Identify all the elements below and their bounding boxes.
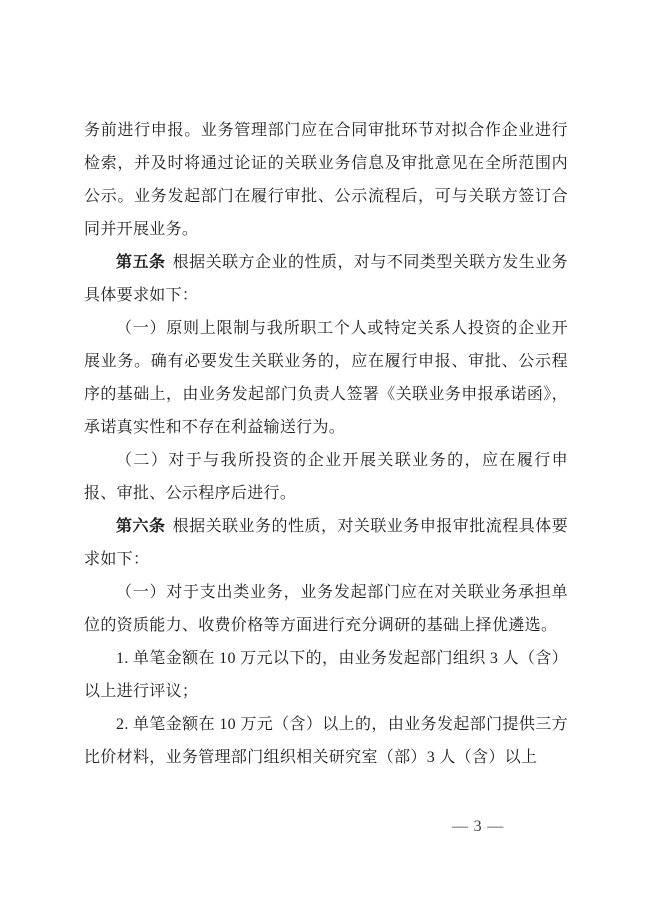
paragraph [84, 576, 568, 642]
paragraph-lead: 第六条 [116, 518, 166, 535]
paragraph-text: 务前进行申报。业务管理部门应在合同审批环节对拟合作企业进行检索，并及时将通过论证的关联业务信息及审批意见在全所范围内公示。业务发起部门在履行审批、公示流程后，可与关联方签订合同并开展业务。 [84, 122, 568, 238]
paragraph-text: 2. 单笔金额在 10 万元（含）以上的，由业务发起部门提供三方比价材料，业务管理部门组织相关研究室（部）3 人（含）以上 [84, 716, 568, 766]
paragraph-text: （一）原则上限制与我所职工个人或特定关系人投资的企业开展业务。确有必要发生关联业务的，应在履行申报、审批、公示程序的基础上，由业务发起部门负责人签署《关联业务申报承诺函》，承诺真实性和不存在利益输送行为。 [84, 320, 568, 436]
paragraph-lead: 第五条 [116, 254, 166, 271]
paragraph [84, 114, 568, 246]
paragraph-text: 根据关联方企业的性质，对与不同类型关联方发生业务具体要求如下： [84, 254, 568, 304]
paragraph [84, 510, 568, 576]
paragraph-text: 根据关联业务的性质，对关联业务申报审批流程具体要求如下： [84, 518, 568, 568]
paragraph-text: （一）对于支出类业务，业务发起部门应在对关联业务承担单位的资质能力、收费价格等方面进行充分调研的基础上择优遴选。 [84, 584, 568, 634]
paragraph [84, 312, 568, 444]
page-number: — 3 — [452, 818, 504, 835]
paragraph-text: （二）对于与我所投资的企业开展关联业务的，应在履行申报、审批、公示程序后进行。 [84, 452, 568, 502]
paragraph [84, 708, 568, 774]
paragraph [84, 642, 568, 708]
paragraph-text: 1. 单笔金额在 10 万元以下的，由业务发起部门组织 3 人（含）以上进行评议； [84, 650, 568, 700]
paragraph [84, 246, 568, 312]
paragraph [84, 444, 568, 510]
document-body [84, 114, 568, 774]
